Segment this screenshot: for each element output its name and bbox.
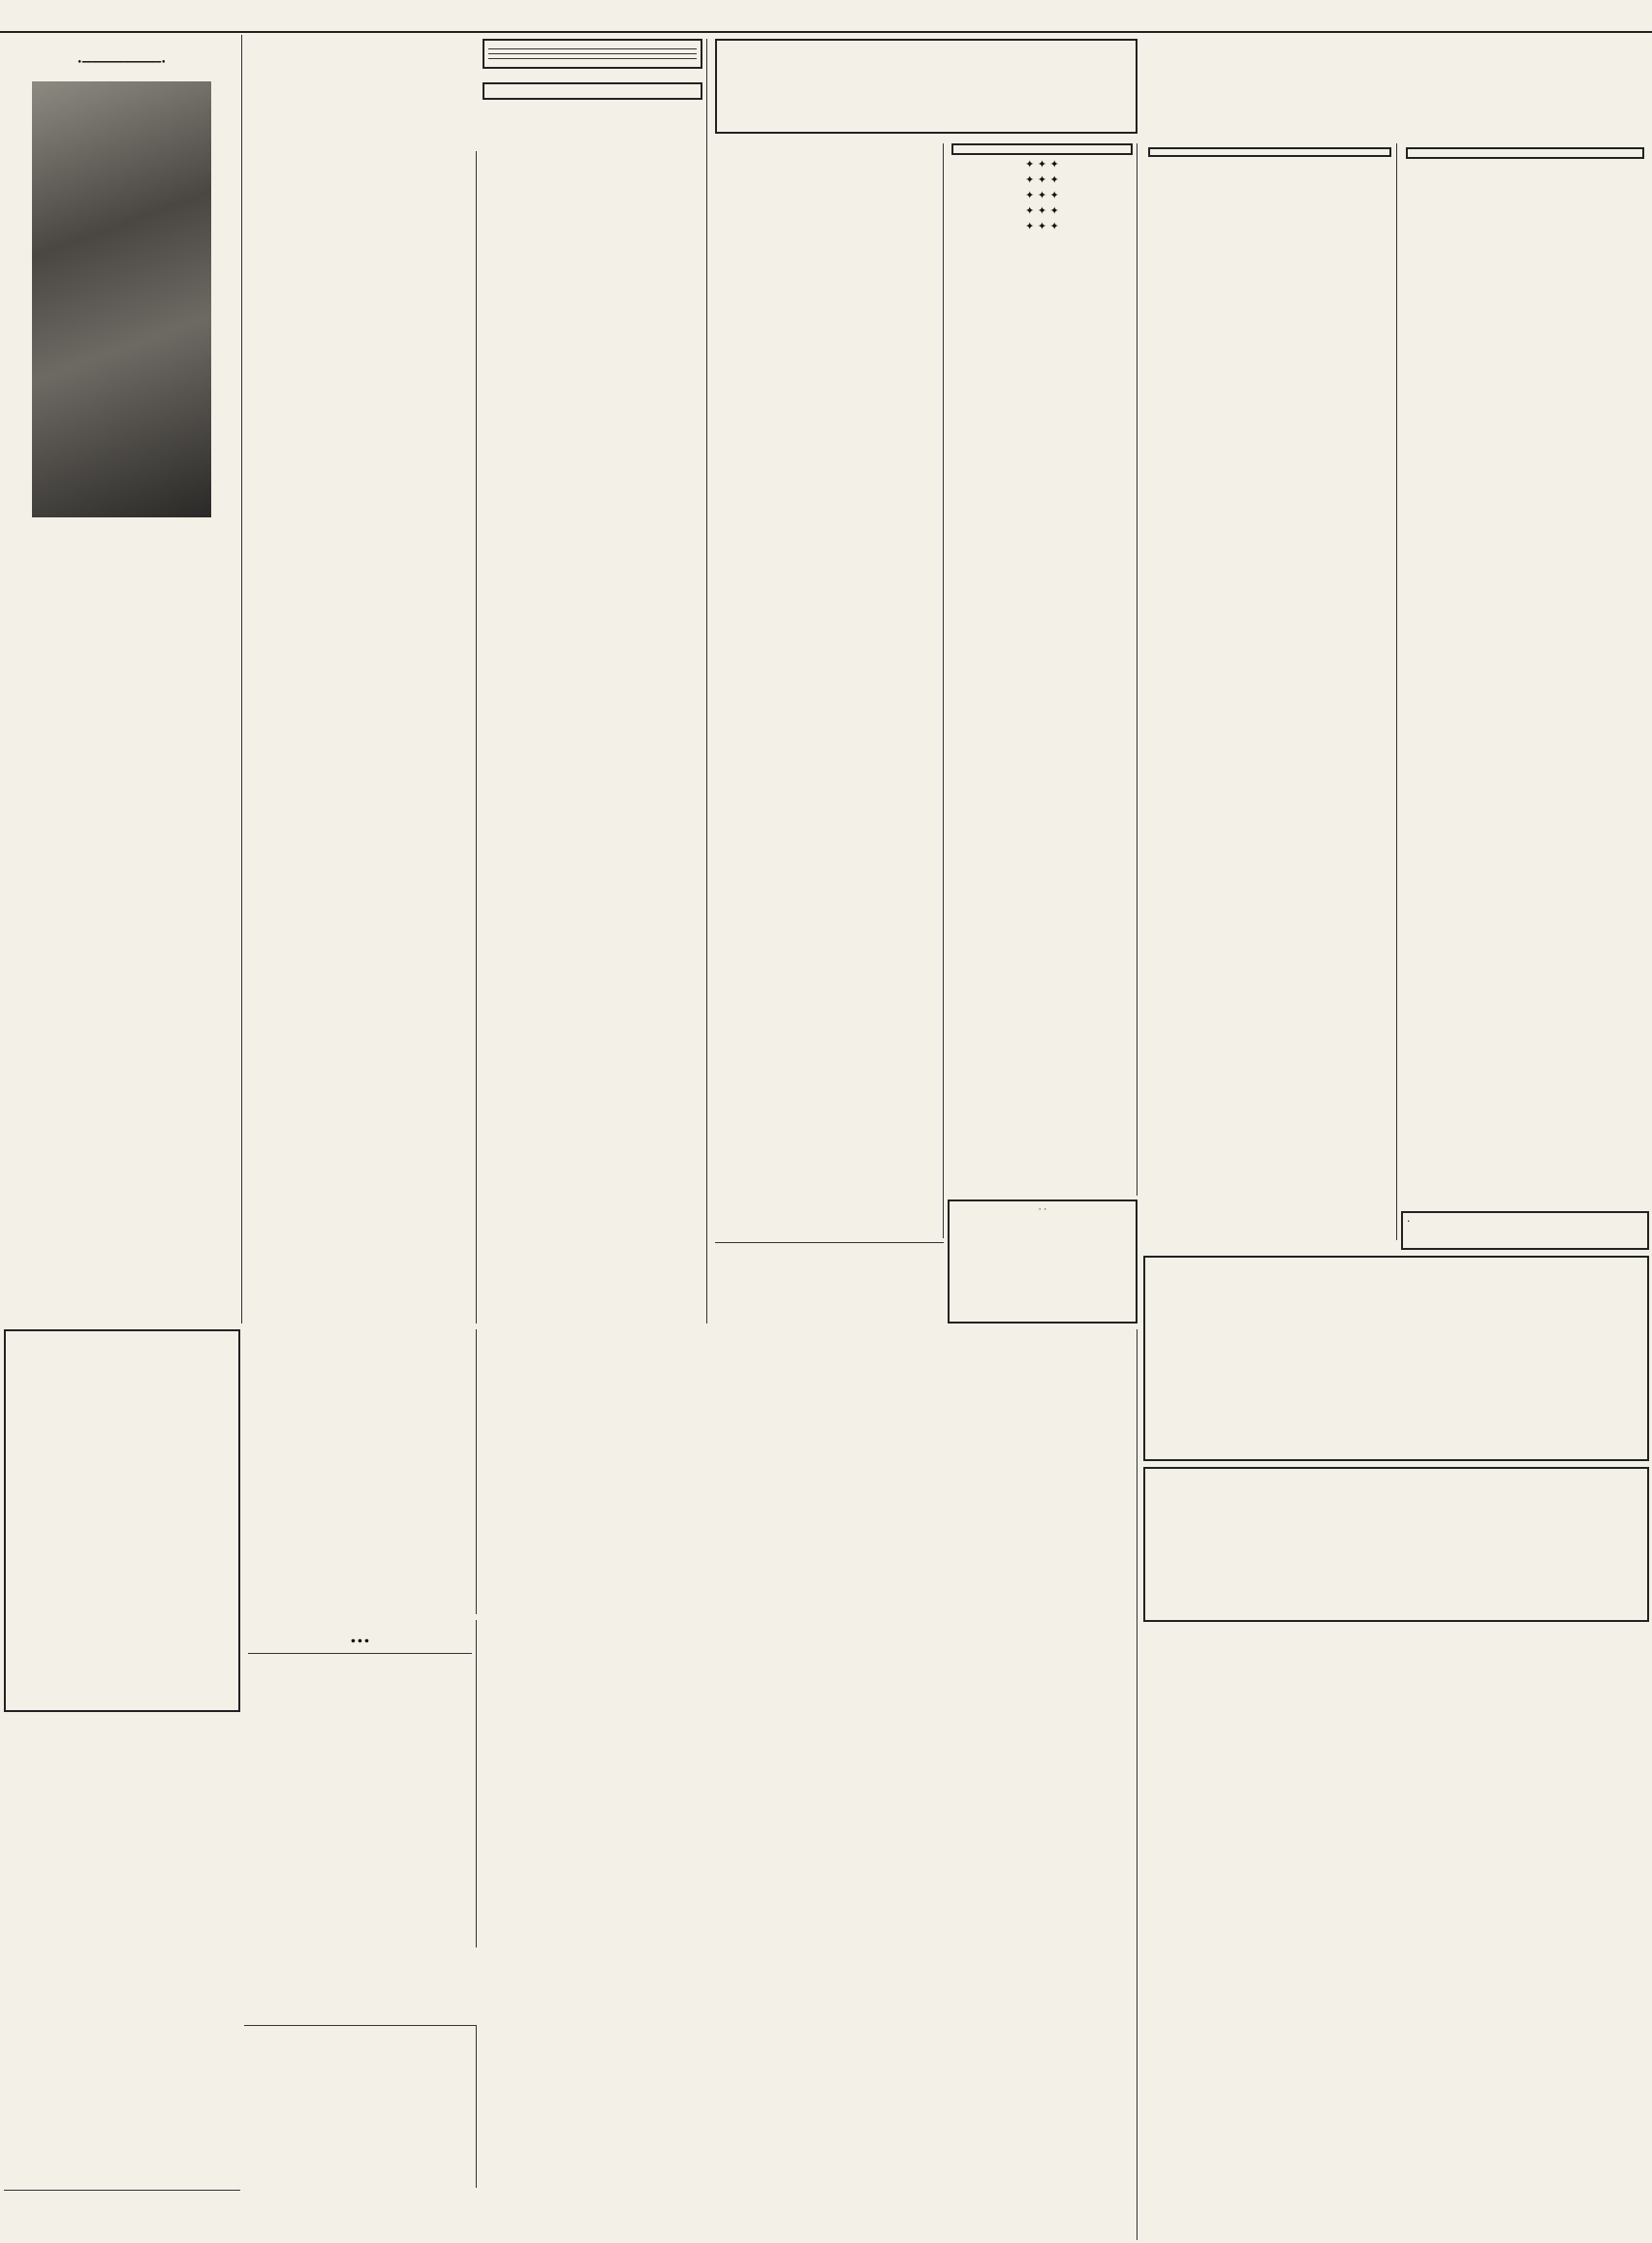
costa-ad xyxy=(4,2190,240,2239)
theatros-column-2 xyxy=(1401,143,1649,1209)
formosinho-ad xyxy=(1143,1256,1649,1461)
ultima-hora-header-box xyxy=(715,39,1138,134)
colyseu-ad xyxy=(483,39,702,69)
vinhos-ad xyxy=(715,1242,944,1326)
colyseu-column xyxy=(479,39,707,1324)
ecos-title xyxy=(1406,147,1644,159)
salao-central-ad xyxy=(244,1329,477,1614)
saoluiz-ad xyxy=(483,82,702,100)
notas-politicas-column xyxy=(715,143,944,1238)
football-section xyxy=(244,1095,477,1324)
tsl-ad xyxy=(4,1329,240,1712)
luso-ad xyxy=(479,1329,1138,2240)
mario-gall-wife-photo xyxy=(32,81,211,517)
regaleira-ad xyxy=(1143,1628,1649,2238)
cartaz-box xyxy=(1148,147,1391,157)
vida-sportiva-column: •━━━━━━━━━━━━━━━• xyxy=(2,35,242,1324)
sampaio-ad: · xyxy=(1401,1211,1649,1250)
pinto-ad xyxy=(4,1717,240,2015)
poeira-column: ✦ ✦ ✦ ✦ ✦ ✦ ✦ ✦ ✦ ✦ ✦ ✦ ✦ ✦ ✦ xyxy=(948,143,1138,1196)
theatros-header-box xyxy=(1143,41,1647,134)
monteiro-ad xyxy=(244,2192,477,2240)
ritz-ad xyxy=(1143,1467,1649,1622)
cafe-ad xyxy=(244,2025,477,2188)
poeira-title xyxy=(951,143,1133,155)
armazem-ad: · · xyxy=(948,1199,1138,1324)
theatros-column xyxy=(1143,143,1397,1240)
lotaria-ad: ... xyxy=(244,1620,477,1947)
masthead xyxy=(0,6,1652,33)
